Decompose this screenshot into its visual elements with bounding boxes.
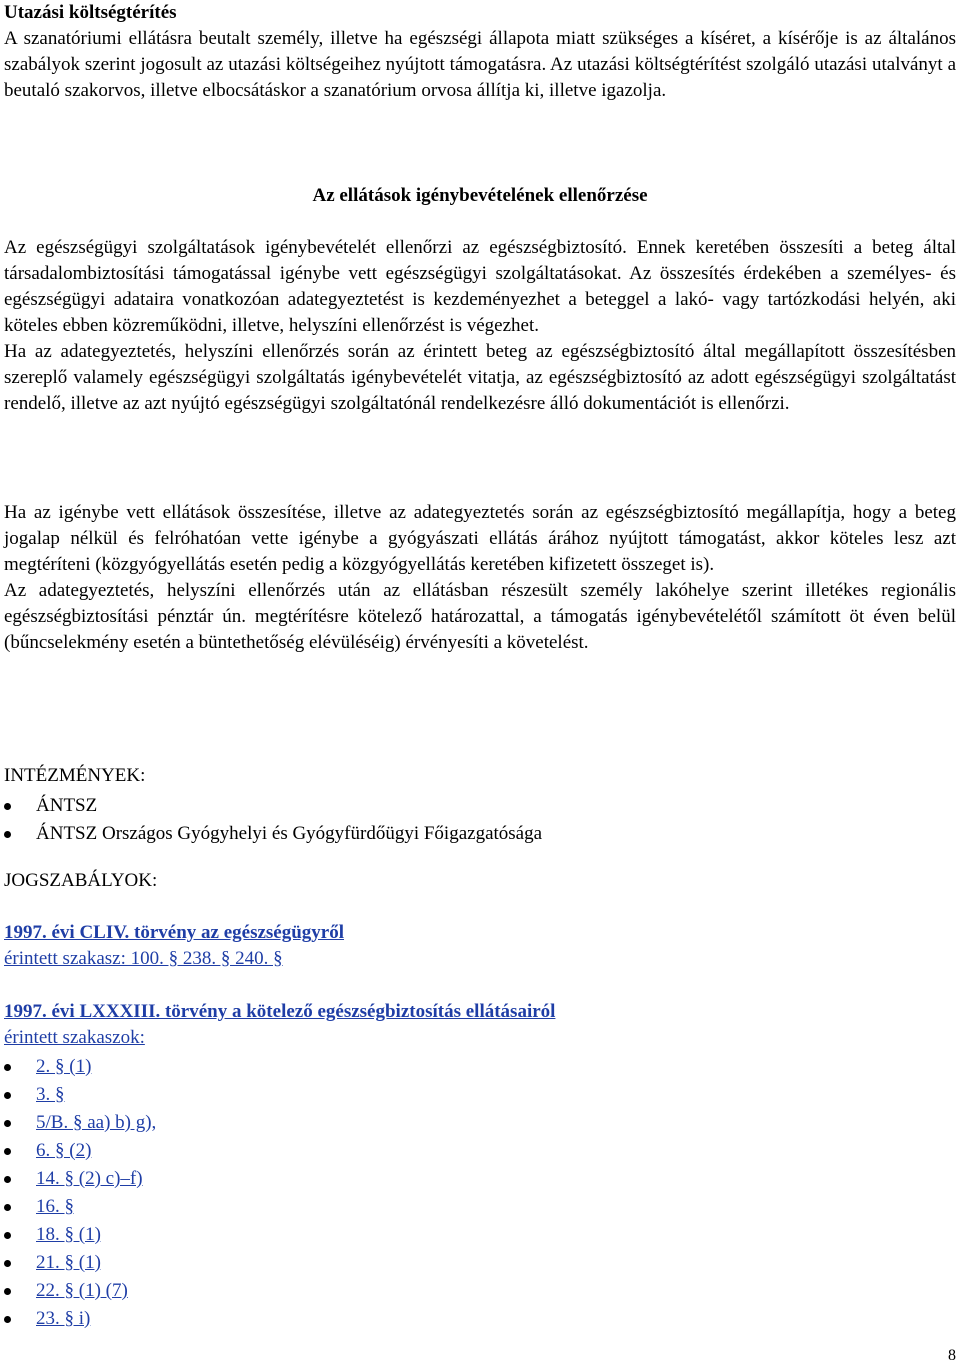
bullet-icon bbox=[4, 1176, 11, 1183]
section-item bbox=[4, 1053, 956, 1081]
section-item bbox=[4, 1249, 956, 1277]
institution-label: ÁNTSZ bbox=[36, 795, 98, 816]
section-link[interactable]: 14. § (2) c)–f) bbox=[36, 1168, 143, 1189]
section-item bbox=[4, 1193, 956, 1221]
travel-cost-paragraph: A szanatóriumi ellátásra beutalt személy, illetve ha egészségi állapota miatt szükséges a kíséret, a kísérője is az általános szabályok szerint jogosult az utazási költségeihez nyújtott támogatásra. Az utazási költségtérítést szolgáló utazási utalványt a beutaló szakorvos, illetve elbocsátáskor a szanatórium orvosa állítja ki, illetve igazolja. bbox=[4, 28, 956, 101]
law-2-link[interactable]: 1997. évi LXXXIII. törvény a kötelező egészségbiztosítás ellátásairól bbox=[4, 1001, 556, 1022]
control-section-body-2 bbox=[4, 500, 956, 656]
bullet-icon bbox=[4, 1204, 11, 1211]
section-link[interactable]: 16. § bbox=[36, 1196, 74, 1217]
travel-cost-title: Utazási költségtérítés bbox=[4, 2, 177, 23]
section-item bbox=[4, 1137, 956, 1165]
section-link[interactable]: 2. § (1) bbox=[36, 1056, 92, 1077]
section-item bbox=[4, 1305, 956, 1333]
laws-label: JOGSZABÁLYOK: bbox=[4, 870, 158, 891]
section-item bbox=[4, 1165, 956, 1193]
law-2-sections-list bbox=[4, 1053, 956, 1333]
section-item bbox=[4, 1277, 956, 1305]
travel-cost-section bbox=[4, 0, 956, 104]
institution-item bbox=[4, 820, 956, 848]
section-link[interactable]: 18. § (1) bbox=[36, 1224, 101, 1245]
page-number: 8 bbox=[948, 1347, 956, 1364]
section-link[interactable]: 21. § (1) bbox=[36, 1252, 101, 1273]
law-2-sections-label[interactable]: érintett szakaszok: bbox=[4, 1027, 145, 1048]
institutions-list bbox=[4, 792, 956, 848]
section-link[interactable]: 6. § (2) bbox=[36, 1140, 92, 1161]
control-section-title: Az ellátások igénybevételének ellenőrzése bbox=[312, 185, 648, 206]
control-paragraph-3: Ha az igénybe vett ellátások összesítése, illetve az adategyeztetés során az egészségbiztosító megállapítja, hogy a beteg jogalap nélkül és felróhatóan vette igénybe a gyógyászati ellátás árához nyújtott támogatást, akkor köteles lesz azt megtéríteni (közgyógyellátás esetén pedig a közgyógyellátás keretében kifizetett összeget is). bbox=[4, 502, 956, 575]
section-link[interactable]: 22. § (1) (7) bbox=[36, 1280, 128, 1301]
bullet-icon bbox=[4, 1064, 11, 1071]
control-paragraph-1: Az egészségügyi szolgáltatások igénybevételét ellenőrzi az egészségbiztosító. Ennek keretében összesíti a beteg által társadalombiztosítási támogatással igénybe vett egészségügyi szolgáltatásokat. Az összesítés érdekében a személyes- és egészségügyi adataira vonatkozóan adategyeztetést is kezdeményezhet a beteggel a lakó- vagy tartózkodási helyén, aki köteles ebben közreműködni, illetve, helyszíni ellenőrzést is végezhet. bbox=[4, 237, 956, 336]
law-1-link[interactable]: 1997. évi CLIV. törvény az egészségügyről bbox=[4, 922, 345, 943]
bullet-icon bbox=[4, 1260, 11, 1267]
law-1-sections-link[interactable]: érintett szakasz: 100. § 238. § 240. § bbox=[4, 948, 283, 969]
bullet-icon bbox=[4, 1148, 11, 1155]
law-2-block bbox=[4, 999, 956, 1333]
bullet-icon bbox=[4, 803, 11, 810]
section-item bbox=[4, 1109, 956, 1137]
control-paragraph-4: Az adategyeztetés, helyszíni ellenőrzés után az ellátásban részesült személy lakóhelye szerint illetékes regionális egészségbiztosítási pénztár ún. megtérítésre kötelező határozattal, a támogatás igénybevételétől számított öt éven belül (bűncselekmény esetén a büntethetőség elévüléséig) érvényesíti a követelést. bbox=[4, 580, 956, 653]
control-section-body bbox=[4, 235, 956, 417]
law-1-block bbox=[4, 920, 956, 972]
section-item bbox=[4, 1081, 956, 1109]
section-item bbox=[4, 1221, 956, 1249]
institution-item bbox=[4, 792, 956, 820]
bullet-icon bbox=[4, 1120, 11, 1127]
institution-label: ÁNTSZ Országos Gyógyhelyi és Gyógyfürdőügyi Főigazgatósága bbox=[36, 823, 543, 844]
institutions-block bbox=[4, 763, 956, 848]
section-link[interactable]: 23. § i) bbox=[36, 1308, 91, 1329]
institutions-label: INTÉZMÉNYEK: bbox=[4, 765, 146, 786]
control-paragraph-2: Ha az adategyeztetés, helyszíni ellenőrzés során az érintett beteg az egészségbiztosító által megállapított összesítésben szereplő valamely egészségügyi szolgáltatás igénybevételét vitatja, az egészségbiztosító az adott egészségügyi szolgáltatást rendelő, illetve az azt nyújtó egészségügyi szolgáltatónál rendelkezésre álló dokumentációt is ellenőrzi. bbox=[4, 341, 956, 414]
section-link[interactable]: 5/B. § aa) b) g), bbox=[36, 1112, 157, 1133]
bullet-icon bbox=[4, 1288, 11, 1295]
section-link[interactable]: 3. § bbox=[36, 1084, 65, 1105]
bullet-icon bbox=[4, 1092, 11, 1099]
bullet-icon bbox=[4, 1232, 11, 1239]
bullet-icon bbox=[4, 831, 11, 838]
bullet-icon bbox=[4, 1316, 11, 1323]
